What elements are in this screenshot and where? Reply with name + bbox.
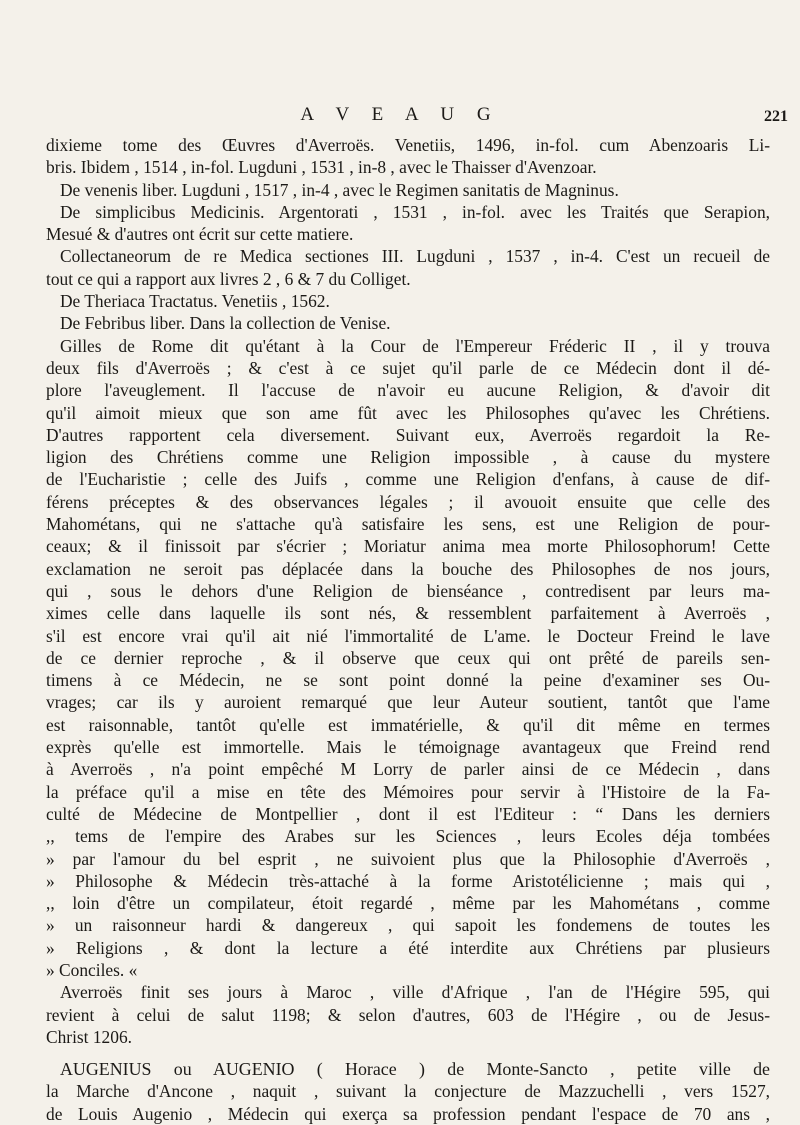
text-line: AUGENIUS ou AUGENIO ( Horace ) de Monte-Sancto , petite ville de [60,1059,770,1080]
text-line: ximes celle dans laquelle ils sont nés, & ressemblent parfaitement à Averroës , [46,603,770,624]
text-body [46,134,770,1125]
text-line: » par l'amour du bel esprit , ne suivoient plus que la Philosophie d'Averroës , [46,848,770,869]
text-line: exclamation ne seroit pas déplacée dans la bouche des Philosophes de nos jours, [46,558,770,579]
text-line: culté de Médecine de Montpellier , dont il est l'Editeur : “ Dans les derniers [46,803,770,824]
text-line: Collectaneorum de re Medica sectiones III. Lugduni , 1537 , in-4. C'est un recueil de [60,246,770,267]
text-line: Christ 1206. [46,1026,132,1047]
text-line: est raisonnable, tantôt qu'elle est immatérielle, & qu'il dit même en termes [46,714,770,735]
text-line: Averroës finit ses jours à Maroc , ville d'Afrique , l'an de l'Hégire 595, qui [60,982,770,1003]
text-line: la Marche d'Ancone , naquit , suivant la conjecture de Mazzuchelli , vers 1527, [46,1081,770,1102]
text-line: plore l'aveuglement. Il l'accuse de n'avoir eu aucune Religion, & d'avoir dit [46,380,770,401]
text-line: » Conciles. « [46,959,138,980]
text-line: deux fils d'Averroës ; & c'est à ce sujet qu'il parle de ce Médecin dont il dé- [46,357,770,378]
text-line: ligion des Chrétiens comme une Religion impossible , à cause du mystere [46,447,770,468]
text-line: Gilles de Rome dit qu'étant à la Cour de l'Empereur Fréderic II , il y trouva [60,335,770,356]
text-line: de Louis Augenio , Médecin qui exerça sa profession pendant l'espace de 70 ans , [46,1103,770,1124]
text-line: de ce dernier reproche , & il observe que ceux qui ont prêté de pareils sen- [46,647,770,668]
text-line: s'il est encore vrai qu'il ait nié l'immortalité de L'ame. le Docteur Freind le lave [46,625,770,646]
text-line: férens préceptes & des observances légales ; il avouoit ensuite que celle des [46,491,770,512]
text-line: qu'il aimoit mieux que son ame fût avec les Philosophes qu'avec les Chrétiens. [46,402,770,423]
text-line: qui , sous le dehors d'une Religion de bienséance , contredisent par leurs ma- [46,580,770,601]
text-line: revient à celui de salut 1198; & selon d'autres, 603 de l'Hégire , ou de Jesus- [46,1004,770,1025]
text-line: timens à ce Médecin, ne se sont point donné la peine d'examiner ses Ou- [46,670,770,691]
text-line: ,, tems de l'empire des Arabes sur les Sciences , leurs Ecoles déja tombées [46,826,770,847]
text-line: » Philosophe & Médecin très-attaché à la forme Aristotélicienne ; mais qui , [46,870,770,891]
text-line: » un raisonneur hardi & dangereux , qui sapoit les fondemens de toutes les [46,915,770,936]
text-line: Mesué & d'autres ont écrit sur cette matiere. [46,224,354,245]
text-line: tout ce qui a rapport aux livres 2 , 6 & 7 du Colliget. [46,268,411,289]
text-line: dixieme tome des Œuvres d'Averroës. Venetiis, 1496, in-fol. cum Abenzoaris Li- [46,135,770,155]
text-line: Mahométans, qui ne s'attache qu'à satisfaire les sens, est une Religion de pour- [46,514,770,535]
text-line: de l'Eucharistie ; celle des Juifs , comme une Religion d'enfans, à cause de dif- [46,469,770,490]
running-head: A V E A U G [300,104,500,125]
page-header [0,104,800,128]
text-line: ceaux; & il finissoit par s'écrier ; Moriatur anima mea morte Philosophorum! Cette [46,536,770,557]
text-line: De simplicibus Medicinis. Argentorati , 1531 , in-fol. avec les Traités que Serapion, [60,201,770,222]
text-line: De Febribus liber. Dans la collection de Venise. [60,313,391,334]
page-number: 221 [764,108,788,125]
text-line: De venenis liber. Lugduni , 1517 , in-4 , avec le Regimen sanitatis de Magninus. [60,179,619,200]
text-line: la préface qu'il a mise en tête des Mémoires pour servir à l'Histoire de la Fa- [46,781,770,802]
text-line: De Theriaca Tractatus. Venetiis , 1562. [60,291,330,312]
text-line: ,, loin d'être un compilateur, étoit regardé , même par les Mahométans , comme [46,893,770,914]
text-line: » Religions , & dont la lecture a été interdite aux Chrétiens par plusieurs [46,937,770,958]
text-line: à Averroës , n'a point empêché M Lorry de parler ainsi de ce Médecin , dans [46,759,770,780]
text-line: exprès qu'elle est immortelle. Mais le témoignage avantageux que Freind rend [46,737,770,758]
text-line: D'autres rapportent cela diversement. Suivant eux, Averroës regardoit la Re- [46,424,770,445]
text-line: vrages; car ils y auroient remarqué que leur Auteur soutient, tantôt que l'ame [46,692,770,713]
text-line: bris. Ibidem , 1514 , in-fol. Lugduni , 1531 , in-8 , avec le Thaisser d'Avenzoar. [46,157,597,178]
